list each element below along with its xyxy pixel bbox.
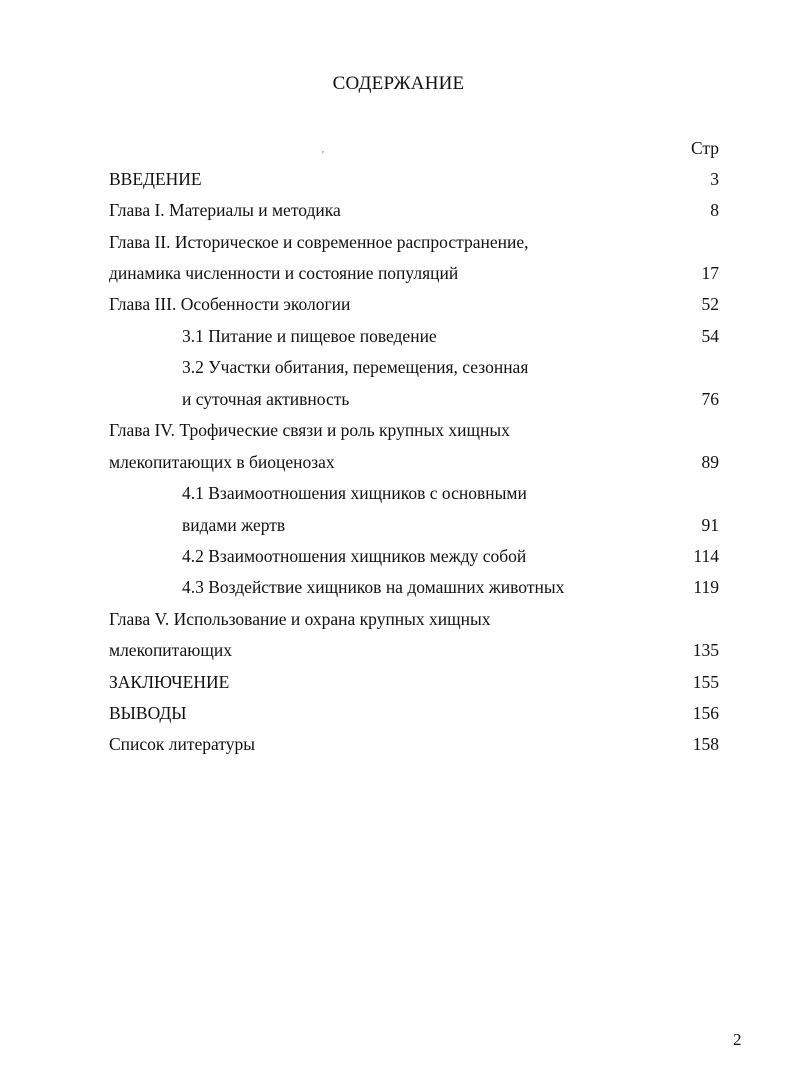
toc-entry-chapter-3: Глава III. Особенности экологии	[109, 294, 351, 314]
toc-entry-section-3-1: 3.1 Питание и пищевое поведение	[182, 326, 437, 346]
toc-entry-introduction: ВВЕДЕНИЕ	[109, 169, 202, 189]
toc-page-chapter-2: 17	[701, 263, 719, 283]
toc-page-section-3-1: 54	[701, 326, 719, 346]
toc-entry-section-4-1-line2: видами жертв	[182, 515, 286, 535]
toc-page-conclusion: 155	[692, 672, 719, 692]
toc-entry-chapter-4-line1: Глава IV. Трофические связи и роль крупных хищных	[109, 420, 510, 440]
toc-entry-chapter-5-line1: Глава V. Использование и охрана крупных хищных	[109, 609, 491, 629]
toc-entry-chapter-4-line2: млекопитающих в биоценозах	[109, 452, 335, 472]
toc-page-section-4-1: 91	[701, 515, 719, 535]
page-column-header: Стр	[690, 138, 719, 158]
toc-entry-references: Список литературы	[109, 734, 256, 754]
toc-entry-section-4-2: 4.2 Взаимоотношения хищников между собой	[182, 546, 527, 566]
page-title: СОДЕРЖАНИЕ	[332, 73, 465, 94]
page-number: 2	[733, 1030, 742, 1049]
toc-page-chapter-1: 8	[710, 200, 719, 220]
toc-page-chapter-3: 52	[701, 294, 719, 314]
toc-page-section-4-2: 114	[693, 546, 719, 566]
toc-entry-section-3-2-line2: и суточная активность	[182, 389, 350, 409]
toc-entry-conclusion: ЗАКЛЮЧЕНИЕ	[109, 672, 230, 692]
toc-page-chapter-5: 135	[692, 640, 719, 660]
toc-entry-section-3-2-line1: 3.2 Участки обитания, перемещения, сезонная	[182, 357, 529, 377]
toc-page-section-3-2: 76	[701, 389, 719, 409]
toc-entry-findings: ВЫВОДЫ	[109, 703, 187, 723]
toc-page-introduction: 3	[710, 169, 719, 189]
toc-page-references: 158	[692, 734, 719, 754]
toc-page-section-4-3: 119	[693, 577, 719, 597]
toc-entry-chapter-5-line2: млекопитающих	[109, 640, 232, 660]
toc-page-findings: 156	[692, 703, 719, 723]
stray-mark: '	[322, 150, 324, 161]
toc-entry-section-4-3: 4.3 Воздействие хищников на домашних животных	[182, 577, 565, 597]
toc-page-chapter-4: 89	[701, 452, 719, 472]
toc-entry-chapter-2-line1: Глава II. Историческое и современное распространение,	[109, 232, 529, 252]
toc-entry-chapter-2-line2: динамика численности и состояние популяций	[109, 263, 459, 283]
toc-entry-section-4-1-line1: 4.1 Взаимоотношения хищников с основными	[182, 483, 527, 503]
toc-entry-chapter-1: Глава I. Материалы и методика	[109, 200, 341, 220]
